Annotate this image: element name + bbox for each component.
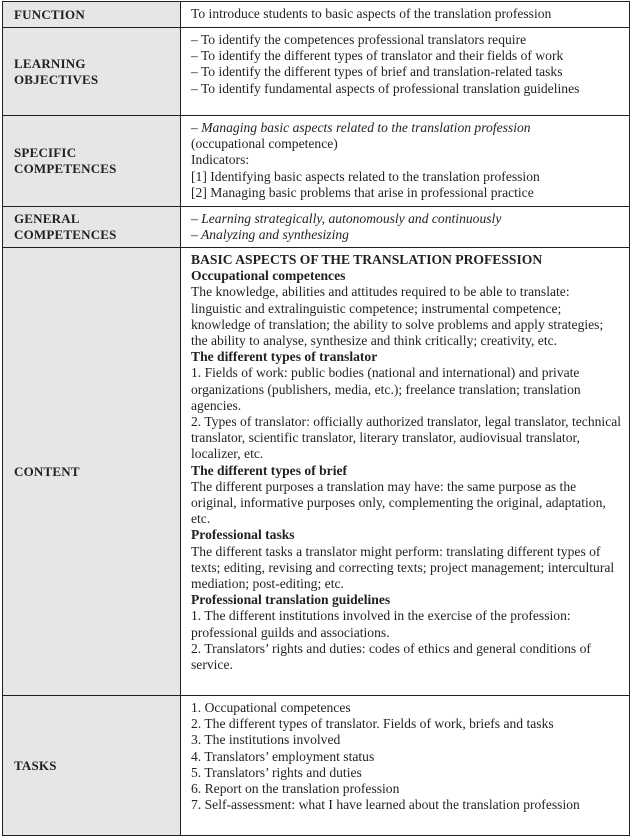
objective-item: – To identify the different types of brief and translation-related tasks bbox=[191, 64, 563, 80]
general-competences-row bbox=[3, 207, 630, 248]
content-section-title: The different types of translator bbox=[191, 349, 378, 365]
content-label: CONTENT bbox=[3, 248, 181, 696]
content-paragraph: 2. Types of translator: officially authorized translator, legal translator, technical translator, scientific translator, literary translator, audiovisual translator, localizer, etc. bbox=[191, 414, 622, 462]
task-item: 5. Translators’ rights and duties bbox=[191, 764, 362, 780]
specific-competences-row bbox=[3, 116, 630, 207]
learning-objectives-value bbox=[181, 28, 630, 116]
task-item: 1. Occupational competences bbox=[191, 700, 351, 715]
function-label: FUNCTION bbox=[3, 2, 181, 28]
learning-objectives-label: LEARNING OBJECTIVES bbox=[3, 28, 181, 116]
general-competence-item: – Analyzing and synthesizing bbox=[191, 227, 349, 243]
task-item: 6. Report on the translation profession bbox=[191, 781, 400, 797]
content-heading: BASIC ASPECTS OF THE TRANSLATION PROFESSION bbox=[191, 252, 543, 267]
learning-objectives-row bbox=[3, 28, 630, 116]
document-page bbox=[0, 1, 633, 840]
task-item: 3. The institutions involved bbox=[191, 732, 341, 748]
content-paragraph: 1. The different institutions involved in the exercise of the profession: professional guilds and associations. bbox=[191, 608, 571, 640]
task-item: 2. The different types of translator. Fields of work, briefs and tasks bbox=[191, 716, 554, 732]
content-paragraph: The knowledge, abilities and attitudes required to be able to translate: linguistic and extralinguistic competence; instrumental competence; knowledge of translation; the ability to solve problems and apply strategies; the ability to analyse, synthesize and think critically; creativity, etc. bbox=[191, 284, 604, 349]
content-paragraph: The different tasks a translator might perform: translating different types of texts; editing, revising and correcting texts; project management; intercultural mediation; post-editing; etc. bbox=[191, 543, 615, 592]
tasks-row bbox=[3, 696, 630, 836]
general-competence-item: – Learning strategically, autonomously and continuously bbox=[191, 211, 502, 226]
function-text: To introduce students to basic aspects of the translation profession bbox=[191, 6, 552, 21]
objective-item: – To identify fundamental aspects of professional translation guidelines bbox=[191, 80, 580, 96]
competence-note: (occupational competence) bbox=[191, 136, 338, 152]
task-item: 4. Translators’ employment status bbox=[191, 748, 375, 764]
indicator-item: [1] Identifying basic aspects related to the translation profession bbox=[191, 168, 540, 184]
content-section-title: Occupational competences bbox=[191, 268, 346, 284]
general-competences-value bbox=[181, 207, 630, 248]
objective-item: – To identify the different types of translator and their fields of work bbox=[191, 48, 564, 64]
tasks-label: TASKS bbox=[3, 696, 181, 836]
content-row bbox=[3, 248, 630, 696]
task-item: 7. Self-assessment: what I have learned about the translation profession bbox=[191, 797, 580, 813]
content-paragraph: 2. Translators’ rights and duties: codes of ethics and general conditions of service. bbox=[191, 640, 591, 673]
content-paragraph: 1. Fields of work: public bodies (national and international) and private organizations (publishers, media, etc.); freelance translation; translation agencies. bbox=[191, 365, 581, 413]
indicator-item: [2] Managing basic problems that arise in professional practice bbox=[191, 184, 534, 200]
content-paragraph: The different purposes a translation may have: the same purpose as the original, informative purposes only, complementing the original, adaptation, etc. bbox=[191, 478, 606, 527]
content-section-title: Professional translation guidelines bbox=[191, 592, 391, 608]
function-value bbox=[181, 2, 630, 28]
tasks-value bbox=[181, 696, 630, 836]
objective-item: – To identify the competences professional translators require bbox=[191, 32, 527, 47]
specific-competences-label: SPECIFIC COMPETENCES bbox=[3, 116, 181, 207]
course-unit-table bbox=[2, 1, 630, 836]
competence-item: – Managing basic aspects related to the translation profession bbox=[191, 120, 531, 135]
content-value bbox=[181, 248, 630, 696]
specific-competences-value bbox=[181, 116, 630, 207]
content-section-title: Professional tasks bbox=[191, 527, 295, 543]
function-row bbox=[3, 2, 630, 28]
general-competences-label: GENERAL COMPETENCES bbox=[3, 207, 181, 248]
indicators-label: Indicators: bbox=[191, 152, 250, 168]
content-section-title: The different types of brief bbox=[191, 462, 348, 478]
